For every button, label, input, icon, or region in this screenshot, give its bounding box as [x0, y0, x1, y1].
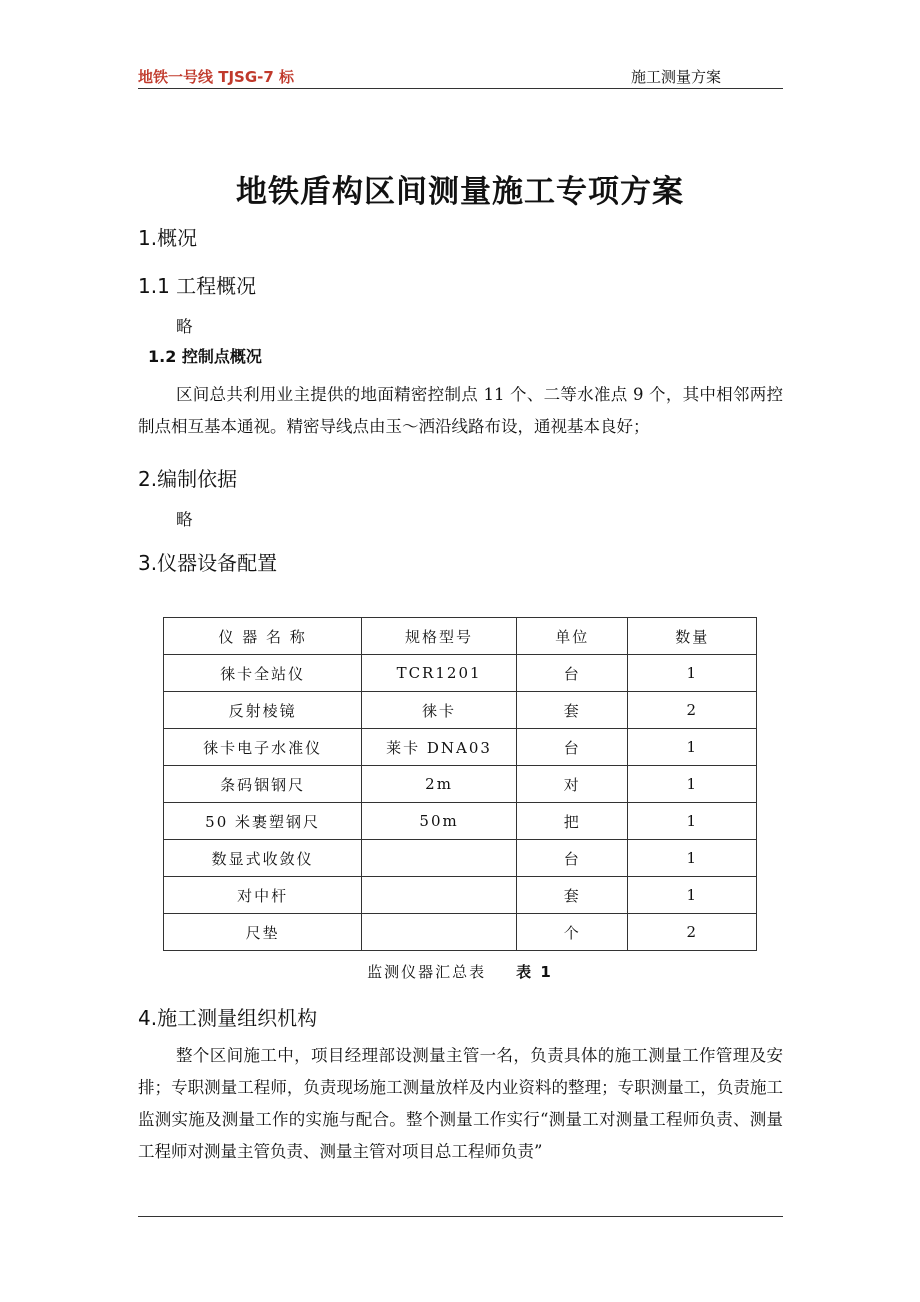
table-cell: 1 [628, 877, 757, 914]
footer-divider [138, 1216, 783, 1217]
table-header-cell: 数量 [628, 618, 757, 655]
table-row [164, 803, 757, 840]
table-row [164, 692, 757, 729]
table-row [164, 655, 757, 692]
table-cell: 莱卡 DNA03 [362, 729, 517, 766]
table-caption-text: 监测仪器汇总表 [367, 963, 487, 981]
table-cell: 2m [362, 766, 517, 803]
table-cell: 个 [516, 914, 628, 951]
table-cell: TCR1201 [362, 655, 517, 692]
table-header-cell: 单位 [516, 618, 628, 655]
table-cell: 1 [628, 655, 757, 692]
table-cell: 套 [516, 877, 628, 914]
section-1-1-heading: 1.1 工程概况 [138, 274, 257, 298]
table-cell: 反射棱镜 [164, 692, 362, 729]
table-header-row [164, 618, 757, 655]
section-3-heading: 3.仪器设备配置 [138, 551, 278, 575]
section-4-heading: 4.施工测量组织机构 [138, 1006, 318, 1030]
document-title: 地铁盾构区间测量施工专项方案 [236, 174, 684, 210]
table-cell: 1 [628, 840, 757, 877]
table-row [164, 840, 757, 877]
table-cell: 2 [628, 914, 757, 951]
page-header [138, 64, 783, 89]
table-cell [362, 877, 517, 914]
table-cell: 1 [628, 729, 757, 766]
table-cell: 条码铟钢尺 [164, 766, 362, 803]
table-cell: 50 米裹塑钢尺 [164, 803, 362, 840]
table-cell: 台 [516, 729, 628, 766]
table-cell: 1 [628, 803, 757, 840]
table-cell: 2 [628, 692, 757, 729]
section-1-1-body: 略 [176, 317, 193, 336]
table-caption [0, 961, 920, 982]
table-cell: 台 [516, 840, 628, 877]
table-cell: 数显式收敛仪 [164, 840, 362, 877]
header-doc-name: 施工测量方案 [630, 68, 721, 86]
instrument-table [163, 617, 757, 951]
section-1-2-body: 区间总共利用业主提供的地面精密控制点 11 个、二等水准点 9 个，其中相邻两控制点相互基本通视。精密导线点由玉～洒沿线路布设，通视基本良好； [138, 385, 783, 436]
table-cell: 徕卡全站仪 [164, 655, 362, 692]
table-cell: 对 [516, 766, 628, 803]
section-1-2-heading: 1.2 控制点概况 [148, 347, 262, 366]
table-cell: 把 [516, 803, 628, 840]
table-row [164, 877, 757, 914]
table-header-cell: 仪 器 名 称 [164, 618, 362, 655]
header-project: 地铁一号线 TJSG-7 标 [138, 68, 295, 86]
section-2-heading: 2.编制依据 [138, 467, 238, 491]
section-1-heading: 1.概况 [138, 226, 198, 250]
table-cell: 套 [516, 692, 628, 729]
table-cell: 尺垫 [164, 914, 362, 951]
table-cell [362, 840, 517, 877]
section-2-body: 略 [176, 510, 193, 529]
section-4-body: 整个区间施工中，项目经理部设测量主管一名，负责具体的施工测量工作管理及安排；专职测量工程师，负责现场施工测量放样及内业资料的整理；专职测量工，负责施工监测实施及测量工作的实施与配合。整个测量工作实行“测量工对测量工程师负责、测量工程师对测量主管负责、测量主管对项目总工程师负责” [138, 1046, 783, 1161]
table-header-cell: 规格型号 [362, 618, 517, 655]
table-cell: 台 [516, 655, 628, 692]
table-row [164, 729, 757, 766]
table-row [164, 914, 757, 951]
table-row [164, 766, 757, 803]
table-cell: 徕卡 [362, 692, 517, 729]
table-cell: 1 [628, 766, 757, 803]
table-cell [362, 914, 517, 951]
table-cell: 50m [362, 803, 517, 840]
table-caption-label: 表 1 [516, 963, 553, 981]
table-cell: 对中杆 [164, 877, 362, 914]
table-cell: 徕卡电子水准仪 [164, 729, 362, 766]
